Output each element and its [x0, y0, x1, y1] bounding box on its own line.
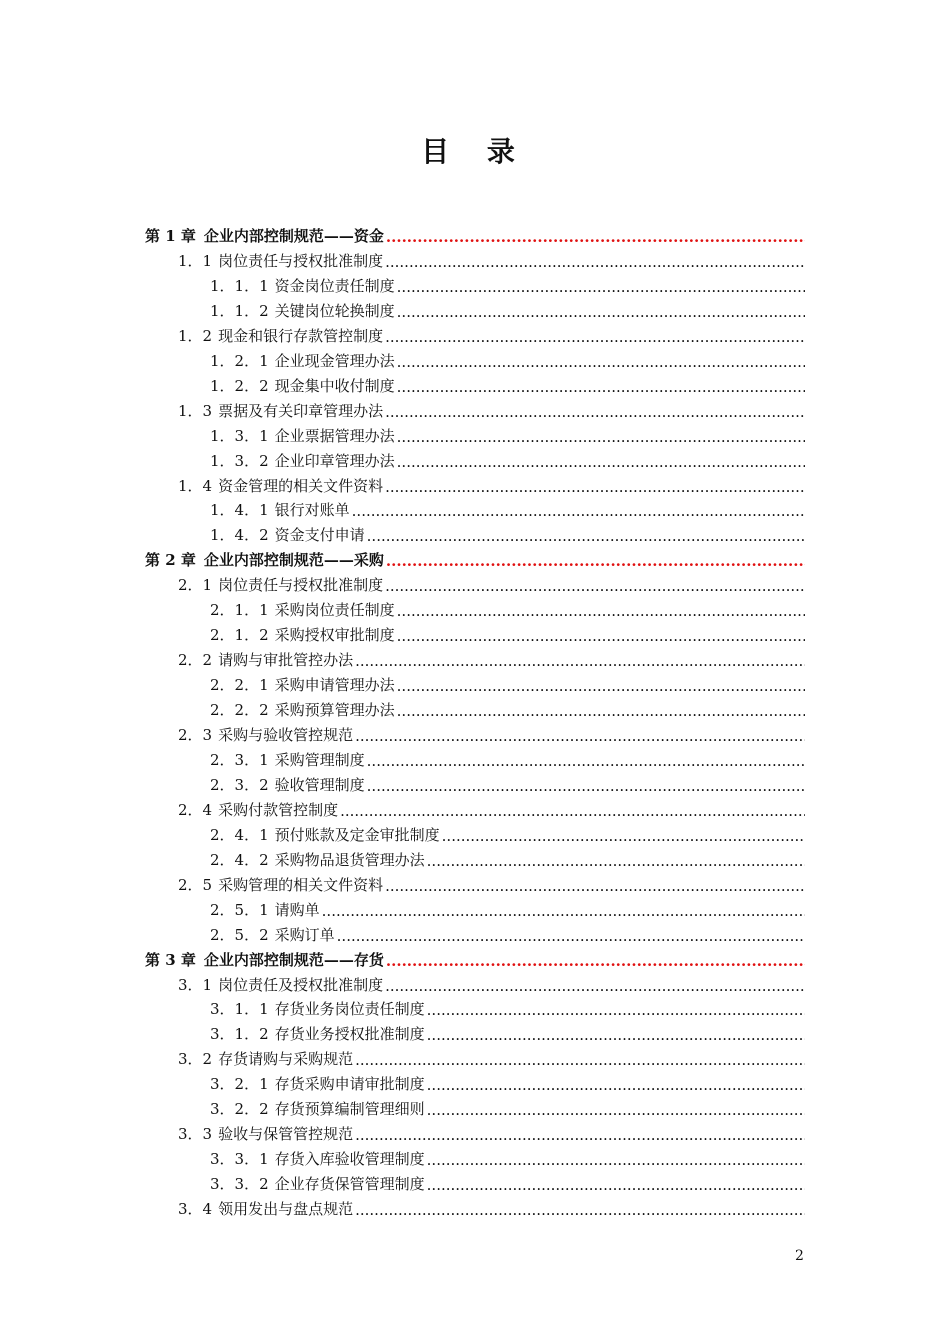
toc-entry-subsection[interactable] — [210, 774, 805, 796]
toc-dot-leader — [386, 550, 805, 572]
toc-entry-subsection[interactable] — [210, 350, 805, 372]
toc-entry-number: 2．1．2 — [210, 626, 269, 645]
toc-dot-leader — [355, 1199, 805, 1221]
toc-dot-leader — [355, 1049, 805, 1071]
toc-entry-subsection[interactable] — [210, 924, 805, 946]
toc-entry-title: 采购付款管控制度 — [218, 800, 339, 819]
toc-entry-number: 1．3．1 — [210, 426, 269, 445]
toc-dot-leader — [385, 251, 805, 273]
toc-entry-number: 1．3．2 — [210, 451, 269, 470]
toc-entry-number: 2．2．1 — [210, 676, 269, 695]
toc-entry-number: 1．4 — [178, 476, 213, 495]
toc-dot-leader — [352, 500, 805, 522]
toc-entry-section[interactable] — [178, 400, 805, 422]
toc-entry-subsection[interactable] — [210, 1148, 805, 1170]
toc-entry-title: 关键岗位轮换制度 — [274, 301, 395, 320]
toc-entry-number: 2．4 — [178, 800, 213, 819]
toc-entry-subsection[interactable] — [210, 275, 805, 297]
toc-dot-leader — [355, 650, 805, 672]
toc-entry-title: 采购管理制度 — [274, 750, 365, 769]
toc-entry-number: 2．1．1 — [210, 601, 269, 620]
toc-entry-number: 1．1 — [178, 251, 213, 270]
toc-entry-number: 3．2．2 — [210, 1100, 269, 1119]
toc-entry-section[interactable] — [178, 799, 805, 821]
toc-dot-leader — [367, 750, 805, 772]
toc-dot-leader — [427, 999, 805, 1021]
toc-dot-leader — [397, 700, 805, 722]
toc-entry-subsection[interactable] — [210, 1173, 805, 1195]
toc-entry-number: 2．3 — [178, 726, 213, 744]
toc-entry-title: 验收与保管管控规范 — [218, 1125, 354, 1144]
toc-entry-subsection[interactable] — [210, 824, 805, 846]
toc-entry-number: 3．1．2 — [210, 1025, 269, 1044]
toc-entry-subsection[interactable] — [210, 599, 805, 621]
toc-entry-title: 预付账款及定金审批制度 — [274, 825, 440, 844]
toc-entry-subsection[interactable] — [210, 699, 805, 721]
toc-entry-number: 1．1．1 — [210, 276, 269, 295]
toc-entry-title: 采购预算管理办法 — [274, 701, 395, 720]
toc-entry-title: 岗位责任与授权批准制度 — [218, 251, 384, 270]
toc-dot-leader — [337, 925, 805, 947]
toc-entry-section[interactable] — [178, 325, 805, 347]
toc-dot-leader — [397, 426, 805, 448]
toc-entry-title: 资金管理的相关文件资料 — [218, 476, 384, 495]
toc-dot-leader — [427, 1074, 805, 1096]
toc-entry-title: 领用发出与盘点规范 — [218, 1200, 354, 1219]
toc-entry-title: 采购与验收管控规范 — [218, 726, 354, 744]
toc-entry-number: 2．5 — [178, 875, 213, 894]
toc-entry-section[interactable] — [178, 974, 805, 996]
toc-entry-section[interactable] — [178, 724, 805, 746]
toc-entry-title: 企业印章管理办法 — [274, 451, 395, 470]
toc-entry-title: 票据及有关印章管理办法 — [218, 401, 384, 420]
toc-entry-subsection[interactable] — [210, 375, 805, 397]
toc-dot-leader — [397, 675, 805, 697]
toc-entry-number: 2．1 — [178, 576, 213, 595]
toc-entry-subsection[interactable] — [210, 849, 805, 871]
toc-entry-title: 采购管理的相关文件资料 — [218, 875, 384, 894]
toc-dot-leader — [397, 276, 805, 298]
toc-dot-leader — [427, 1099, 805, 1121]
toc-entry-title: 采购岗位责任制度 — [274, 601, 395, 620]
toc-entry-chapter[interactable] — [145, 225, 805, 247]
toc-dot-leader — [397, 451, 805, 473]
toc-entry-subsection[interactable] — [210, 524, 805, 546]
toc-entry-section[interactable] — [178, 1048, 805, 1070]
toc-entry-number: 3．1．1 — [210, 1000, 269, 1019]
toc-dot-leader — [322, 900, 805, 922]
toc-entry-number: 第 2 章 — [145, 551, 196, 570]
toc-entry-title: 存货请购与采购规范 — [218, 1050, 354, 1069]
toc-entry-title: 资金岗位责任制度 — [274, 276, 395, 295]
toc-dot-leader — [367, 775, 805, 797]
toc-dot-leader — [385, 975, 805, 997]
toc-entry-title: 企业内部控制规范——存货 — [203, 950, 384, 969]
toc-entry-title: 请购与审批管控办法 — [218, 651, 354, 670]
toc-dot-leader — [385, 476, 805, 498]
toc-entry-title: 存货采购申请审批制度 — [274, 1075, 425, 1094]
toc-entry-number: 2．3．2 — [210, 775, 269, 794]
toc-dot-leader — [397, 600, 805, 622]
toc-entry-subsection[interactable] — [210, 300, 805, 322]
toc-entry-title: 岗位责任与授权批准制度 — [218, 576, 384, 595]
toc-entry-subsection[interactable] — [210, 674, 805, 696]
toc-entry-title: 现金和银行存款管控制度 — [218, 326, 384, 345]
toc-entry-section[interactable] — [178, 250, 805, 272]
toc-dot-leader — [340, 800, 805, 822]
toc-entry-title: 请购单 — [274, 900, 320, 919]
toc-entry-number: 第 1 章 — [145, 227, 196, 245]
toc-entry-number: 1．1．2 — [210, 301, 269, 320]
toc-entry-subsection[interactable] — [210, 998, 805, 1020]
toc-entry-number: 3．4 — [178, 1200, 213, 1219]
toc-entry-title: 存货业务岗位责任制度 — [274, 1000, 425, 1019]
toc-dot-leader — [397, 625, 805, 647]
toc-dot-leader — [386, 950, 805, 972]
toc-entry-section[interactable] — [178, 574, 805, 596]
toc-entry-title: 企业内部控制规范——采购 — [203, 551, 384, 570]
toc-entry-subsection[interactable] — [210, 499, 805, 521]
toc-entry-number: 1．4．2 — [210, 526, 269, 545]
toc-dot-leader — [427, 1149, 805, 1171]
toc-entry-subsection[interactable] — [210, 1023, 805, 1045]
toc-entry-subsection[interactable] — [210, 1073, 805, 1095]
toc-dot-leader — [385, 326, 805, 348]
toc-entry-number: 3．3．1 — [210, 1150, 269, 1169]
toc-entry-title: 采购申请管理办法 — [274, 676, 395, 695]
toc-dot-leader — [442, 825, 805, 847]
toc-entry-title: 采购订单 — [274, 925, 335, 944]
toc-entry-number: 1．2 — [178, 326, 213, 345]
toc-entry-number: 1．2．1 — [210, 351, 269, 370]
toc-entry-title: 企业现金管理办法 — [274, 351, 395, 370]
toc-entry-number: 3．2 — [178, 1050, 213, 1069]
toc-entry-number: 2．5．1 — [210, 900, 269, 919]
toc-entry-title: 存货预算编制管理细则 — [274, 1100, 425, 1119]
page-number: 2 — [795, 1248, 804, 1264]
toc-entry-section[interactable] — [178, 1123, 805, 1145]
toc-entry-title: 采购授权审批制度 — [274, 626, 395, 645]
page-title: 目 录 — [421, 135, 529, 168]
toc-dot-leader — [385, 575, 805, 597]
toc-entry-subsection[interactable] — [210, 450, 805, 472]
toc-entry-number: 2．3．1 — [210, 750, 269, 769]
toc-entry-subsection[interactable] — [210, 899, 805, 921]
toc-entry-subsection[interactable] — [210, 425, 805, 447]
toc-entry-number: 3．2．1 — [210, 1075, 269, 1094]
toc-entry-number: 3．3 — [178, 1125, 213, 1144]
toc-dot-leader — [397, 301, 805, 323]
toc-entry-number: 2．2 — [178, 651, 213, 670]
toc-entry-subsection[interactable] — [210, 749, 805, 771]
toc-entry-title: 企业存货保管管理制度 — [274, 1175, 425, 1194]
toc-dot-leader — [385, 875, 805, 897]
toc-entry-chapter[interactable] — [145, 949, 805, 971]
toc-entry-subsection[interactable] — [210, 1098, 805, 1120]
toc-entry-title: 现金集中收付制度 — [274, 376, 395, 395]
toc-entry-number: 第 3 章 — [145, 950, 196, 969]
toc-entry-title: 岗位责任及授权批准制度 — [218, 975, 384, 994]
toc-entry-number: 2．4．1 — [210, 825, 269, 844]
toc-dot-leader — [355, 1124, 805, 1146]
toc-entry-number: 1．3 — [178, 401, 213, 420]
toc-entry-number: 2．4．2 — [210, 850, 269, 869]
toc-entry-subsection[interactable] — [210, 624, 805, 646]
toc-dot-leader — [386, 226, 805, 248]
toc-entry-title: 企业内部控制规范——资金 — [203, 227, 384, 245]
toc-dot-leader — [385, 401, 805, 423]
toc-entry-title: 验收管理制度 — [274, 775, 365, 794]
toc-entry-number: 1．4．1 — [210, 501, 269, 520]
toc-entry-section[interactable] — [178, 874, 805, 896]
toc-entry-title: 银行对账单 — [274, 501, 350, 520]
toc-entry-number: 3．1 — [178, 975, 213, 994]
toc-entry-section[interactable] — [178, 649, 805, 671]
toc-dot-leader — [427, 850, 805, 872]
toc-entry-title: 采购物品退货管理办法 — [274, 850, 425, 869]
toc-entry-number: 2．2．2 — [210, 701, 269, 720]
toc-dot-leader — [367, 525, 805, 547]
toc-entry-section[interactable] — [178, 1198, 805, 1220]
toc-dot-leader — [355, 725, 805, 747]
toc-entry-title: 存货入库验收管理制度 — [274, 1150, 425, 1169]
toc-entry-number: 3．3．2 — [210, 1175, 269, 1194]
toc-entry-title: 企业票据管理办法 — [274, 426, 395, 445]
toc-dot-leader — [427, 1024, 805, 1046]
toc-dot-leader — [397, 351, 805, 373]
toc-entry-section[interactable] — [178, 475, 805, 497]
toc-dot-leader — [397, 376, 805, 398]
toc-entry-number: 1．2．2 — [210, 376, 269, 395]
toc-entry-title: 存货业务授权批准制度 — [274, 1025, 425, 1044]
toc-dot-leader — [427, 1174, 805, 1196]
toc-entry-number: 2．5．2 — [210, 925, 269, 944]
toc-entry-title: 资金支付申请 — [274, 526, 365, 545]
toc-entry-chapter[interactable] — [145, 549, 805, 571]
